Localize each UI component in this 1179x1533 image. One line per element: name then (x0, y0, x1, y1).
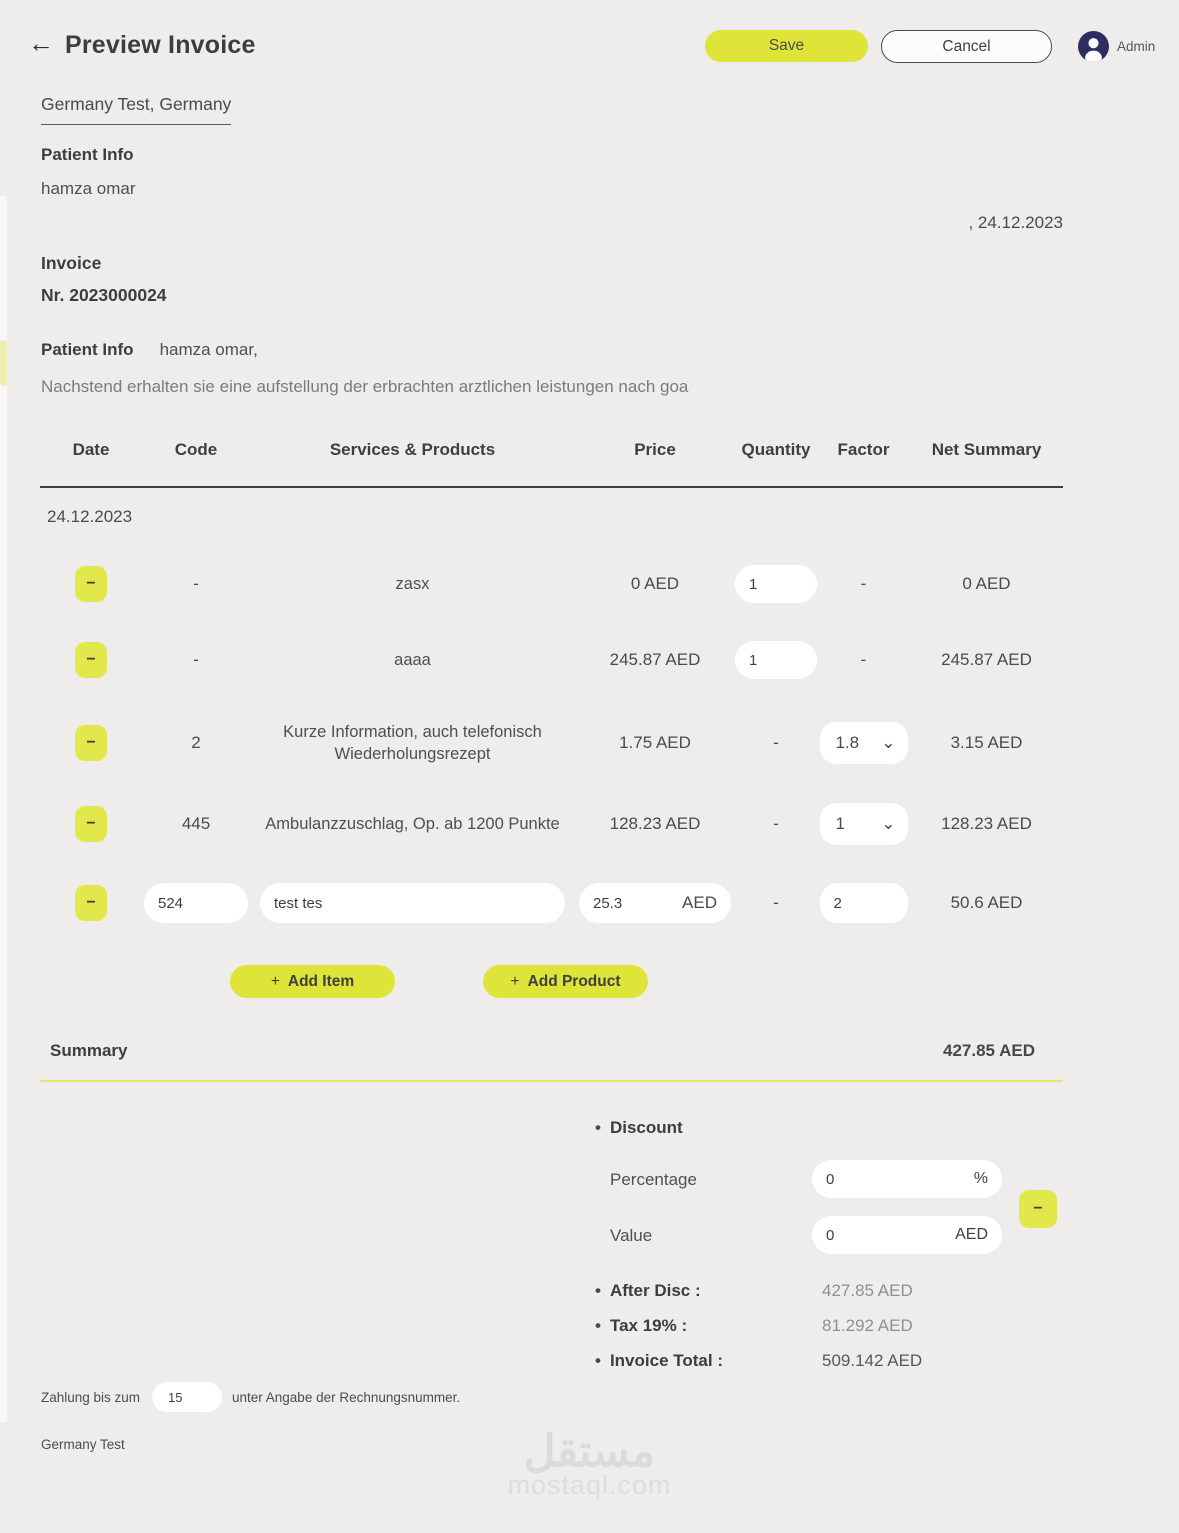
summary-divider (40, 1080, 1063, 1082)
factor-text: - (860, 650, 867, 669)
page-title: Preview Invoice (65, 31, 256, 59)
price-text: 1.75 AED (619, 733, 691, 752)
service-text: aaaa (394, 650, 431, 669)
quantity-text: - (773, 814, 779, 833)
net-summary-value: 128.23 AED (941, 814, 1032, 833)
col-header-price: Price (634, 440, 676, 459)
patient-name: hamza omar (41, 179, 136, 198)
price-input[interactable] (593, 895, 659, 912)
factor-cell (817, 650, 910, 670)
cancel-button[interactable]: Cancel (881, 30, 1052, 63)
add-product-button[interactable] (483, 965, 648, 998)
clinic-name: Germany Test, Germany (41, 94, 231, 125)
bullet-icon: • (595, 1351, 601, 1370)
col-header-date: Date (72, 440, 110, 459)
quantity-text: - (773, 893, 779, 912)
patient-inline-label: Patient Info (41, 340, 134, 359)
table-header-divider (40, 486, 1063, 488)
remove-cell (40, 885, 142, 921)
factor-select-value: 1 (835, 814, 845, 833)
payment-days-input[interactable] (152, 1382, 222, 1412)
payment-terms-suffix: unter Angabe der Rechnungsnummer. (232, 1390, 461, 1405)
discount-heading (595, 1118, 683, 1138)
factor-cell (817, 883, 910, 923)
user-avatar-icon[interactable] (1078, 31, 1109, 62)
code-text: 2 (191, 733, 201, 752)
quantity-input[interactable] (735, 641, 817, 679)
discount-percentage-input[interactable] (826, 1171, 892, 1188)
patient-inline-row (41, 340, 258, 360)
col-header-factor: Factor (837, 440, 890, 459)
factor-select-value: 1.8 (835, 733, 860, 752)
discount-label: Discount (609, 1118, 683, 1137)
net-summary-value: 245.87 AED (941, 650, 1032, 669)
invoice-date: , 24.12.2023 (968, 213, 1063, 232)
factor-select[interactable] (820, 803, 908, 845)
bullet-icon: • (595, 1316, 601, 1335)
service-input[interactable] (260, 883, 565, 923)
plus-icon: + (510, 972, 520, 990)
col-header-code: Code (174, 440, 218, 459)
code-text: 445 (181, 814, 211, 833)
chevron-down-icon: ⌄ (881, 814, 896, 833)
add-item-label: Add Item (287, 972, 355, 990)
summary-heading: Summary (50, 1041, 128, 1060)
table-header-row (40, 440, 1063, 460)
tax-text: Tax 19% : (609, 1316, 688, 1335)
table-row (40, 878, 1063, 928)
remove-cell (40, 806, 142, 842)
table-row (40, 800, 1063, 848)
service-text: zasx (395, 574, 430, 593)
discount-percentage-group[interactable] (812, 1160, 1002, 1198)
service-cell (250, 721, 575, 766)
tax-value: 81.292 AED (822, 1316, 913, 1335)
code-input[interactable] (144, 883, 248, 923)
factor-select[interactable] (820, 722, 908, 764)
quantity-cell (735, 641, 817, 679)
code-text: - (193, 574, 199, 593)
remove-row-button[interactable]: − (75, 566, 107, 602)
service-text: Ambulanzzuschlag, Op. ab 1200 Punkte (265, 814, 560, 833)
percentage-label: Percentage (610, 1170, 697, 1189)
invoice-heading: Invoice (41, 253, 102, 273)
price-cell (575, 883, 735, 923)
price-text: 245.87 AED (609, 650, 701, 669)
service-cell (250, 883, 575, 923)
summary-total-value: 427.85 AED (943, 1041, 1035, 1060)
left-scrollbar-thumb[interactable] (0, 340, 7, 386)
quantity-text: - (773, 733, 779, 752)
user-name-label: Admin (1117, 39, 1156, 54)
service-cell (250, 573, 575, 595)
table-body (40, 560, 1063, 928)
discount-value-group[interactable] (812, 1216, 1002, 1254)
factor-cell (817, 574, 910, 594)
factor-cell (817, 803, 910, 845)
col-header-services: Services & Products (329, 440, 496, 459)
price-cell (575, 814, 735, 834)
chevron-down-icon: ⌄ (881, 733, 896, 752)
net-summary-value: 50.6 AED (950, 893, 1023, 912)
price-cell (575, 574, 735, 594)
invoice-total-text: Invoice Total : (609, 1351, 723, 1370)
watermark-arabic: مستقل (523, 1427, 656, 1476)
tax-label (595, 1316, 687, 1336)
quantity-cell (735, 893, 817, 913)
price-cell (575, 650, 735, 670)
service-text: Kurze Information, auch telefonisch Wiederholungsrezept (283, 722, 542, 763)
back-arrow-icon[interactable]: ← (28, 28, 54, 58)
after-disc-value: 427.85 AED (822, 1281, 913, 1300)
bullet-icon: • (595, 1118, 601, 1137)
invoice-number: Nr. 2023000024 (41, 285, 167, 305)
factor-text: - (860, 574, 867, 593)
table-row (40, 636, 1063, 684)
row-group-date: 24.12.2023 (47, 507, 133, 526)
invoice-intro-text: Nachstend erhalten sie eine aufstellung der erbrachten arztlichen leistungen nach goa (41, 377, 689, 396)
add-product-label: Add Product (527, 972, 621, 990)
factor-cell (817, 722, 910, 764)
factor-input[interactable] (820, 883, 908, 923)
payment-terms-prefix: Zahlung bis zum (41, 1390, 141, 1405)
code-cell (142, 883, 250, 923)
remove-row-button[interactable]: − (75, 806, 107, 842)
price-text: 0 AED (630, 574, 680, 593)
table-row (40, 560, 1063, 608)
value-label: Value (610, 1226, 653, 1245)
net-summary-value: 0 AED (962, 574, 1011, 593)
bullet-icon: • (595, 1281, 601, 1300)
service-cell (250, 813, 575, 835)
after-disc-text: After Disc : (609, 1281, 701, 1300)
remove-cell (40, 566, 142, 602)
code-cell (142, 650, 250, 670)
save-button[interactable]: Save (705, 30, 868, 62)
price-cell (575, 733, 735, 753)
code-cell (142, 733, 250, 753)
invoice-total-label (595, 1351, 723, 1371)
plus-icon: + (270, 972, 280, 990)
invoice-total-value: 509.142 AED (822, 1351, 923, 1370)
percent-unit-label: % (973, 1170, 988, 1187)
patient-inline-name: hamza omar, (159, 340, 258, 359)
quantity-cell (735, 814, 817, 834)
remove-row-button[interactable]: − (75, 642, 107, 678)
quantity-cell (735, 733, 817, 753)
after-disc-label (595, 1281, 701, 1301)
service-cell (250, 649, 575, 671)
watermark (0, 1428, 1179, 1501)
add-item-button[interactable] (230, 965, 395, 998)
price-input-group[interactable] (579, 883, 731, 923)
table-row (40, 710, 1063, 776)
aed-unit-label: AED (955, 1226, 988, 1243)
patient-info-heading: Patient Info (41, 145, 134, 164)
col-header-quantity: Quantity (741, 440, 811, 459)
watermark-latin: mostaql.com (507, 1470, 672, 1501)
price-text: 128.23 AED (609, 814, 701, 833)
clinic-short-name: Germany Test (41, 1437, 125, 1452)
remove-cell (40, 642, 142, 678)
remove-row-button[interactable]: − (75, 725, 107, 761)
remove-cell (40, 725, 142, 761)
col-header-net-summary: Net Summary (931, 440, 1042, 459)
remove-discount-button[interactable]: − (1019, 1190, 1057, 1228)
remove-row-button[interactable]: − (75, 885, 107, 921)
quantity-input[interactable] (735, 565, 817, 603)
code-text: - (193, 650, 199, 669)
code-cell (142, 814, 250, 834)
discount-value-input[interactable] (826, 1227, 892, 1244)
net-summary-value: 3.15 AED (950, 733, 1023, 752)
price-unit-label: AED (682, 893, 717, 912)
quantity-cell (735, 565, 817, 603)
code-cell (142, 574, 250, 594)
